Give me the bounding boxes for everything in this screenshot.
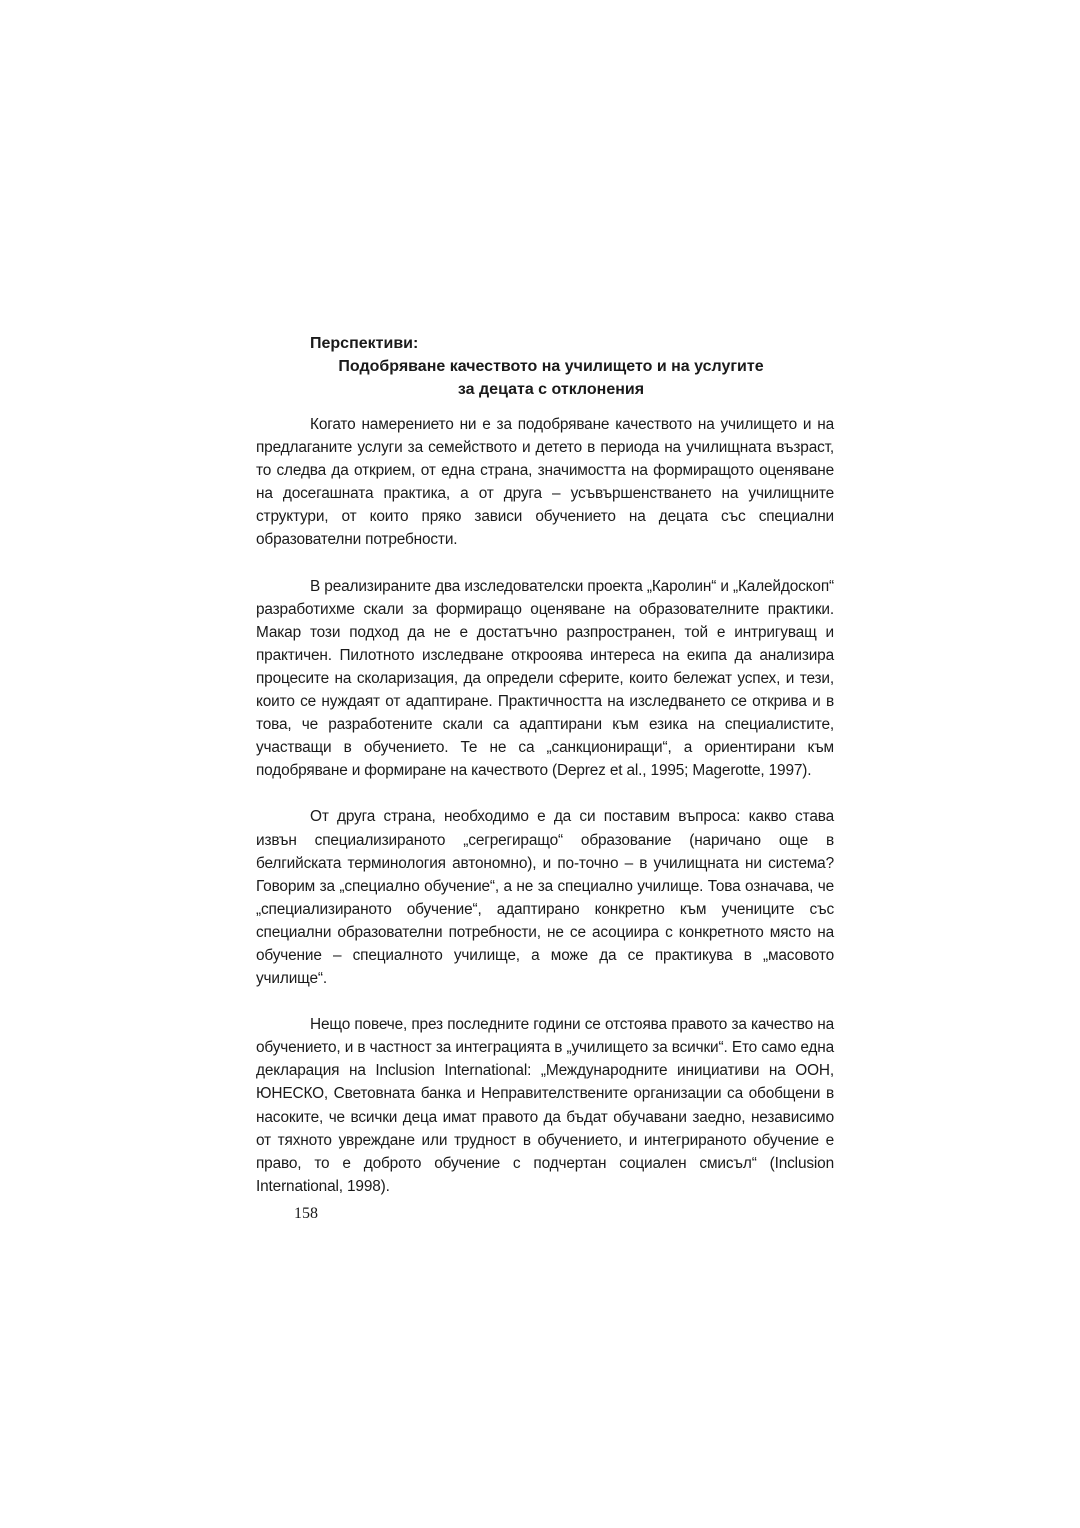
heading-title-line-2: за децата с отклонения — [457, 381, 645, 398]
page-number: 158 — [294, 1205, 318, 1222]
paragraph: В реализираните два изследователски проекта „Каролин“ и „Калейдоскоп“ разработихме скали за формиращо оценяване на образователните практики. Макар този подход да не е достатъчно разпространен, той е интригуващ и практичен. Пилотното изследване открооява интереса на екипа да анализира процесите на сколаризация, да определи сферите, които бележат успех, и тези, които се нуждаят от адаптиране. Практичността на изследването се открива и в това, че разработените скали са адаптирани към езика на специалистите, участващи в обучението. Те не са „санкциониращи“, а ориентирани към подобряване и формиране на качеството (Deprez et al., 1995; Magerotte, 1997). — [256, 577, 834, 780]
paragraph: Когато намерението ни е за подобряване качеството на училището и на предлаганите услуги за семейството и детето в периода на училищната възраст, то следва да открием, от една страна, значимостта на формиращото оценяване на досегашната практика, а от друга – усъвършенстването на училищните структури, от които пряко зависи обучението на децата със специални образователни потребности. — [256, 416, 834, 549]
paragraph: От друга страна, необходимо е да си поставим въпроса: какво става извън специализираното „сегрегиращо“ образование (наричано още в белгийската терминология автономно), и по-точно – в училищната ни система? Говорим за „специално обучение“, а не за специално училище. Това означава, че „специализираното обучение“, адаптирано конкретно към учениците със специални образователни потребности, не се асоциира с конкретното място на обучение – специалното училище, а може да се практикува в „масовото училище“. — [256, 808, 834, 988]
body-text — [256, 413, 834, 1221]
heading-label: Перспективи: — [310, 335, 419, 352]
heading-title-line-1: Подобряване качеството на училището и на услугите — [338, 358, 764, 375]
section-heading — [256, 332, 836, 401]
paragraph: Нещо повече, през последните години се отстоява правото за качество на обучението, и в частност за интеграцията в „училището за всички“. Ето само една декларация на Inclusion International: „Международните инициативи на ООН, ЮНЕСКО, Световната банка и Неправителствените организации са обобщени в насоките, че всички деца имат правото да бъдат обучавани заедно, независимо от тяхното увреждане или трудност в обучението, и интегрираното обучение е право, то е доброто обучение с подчертан социален смисъл“ (Inclusion International, 1998). — [256, 1016, 834, 1195]
